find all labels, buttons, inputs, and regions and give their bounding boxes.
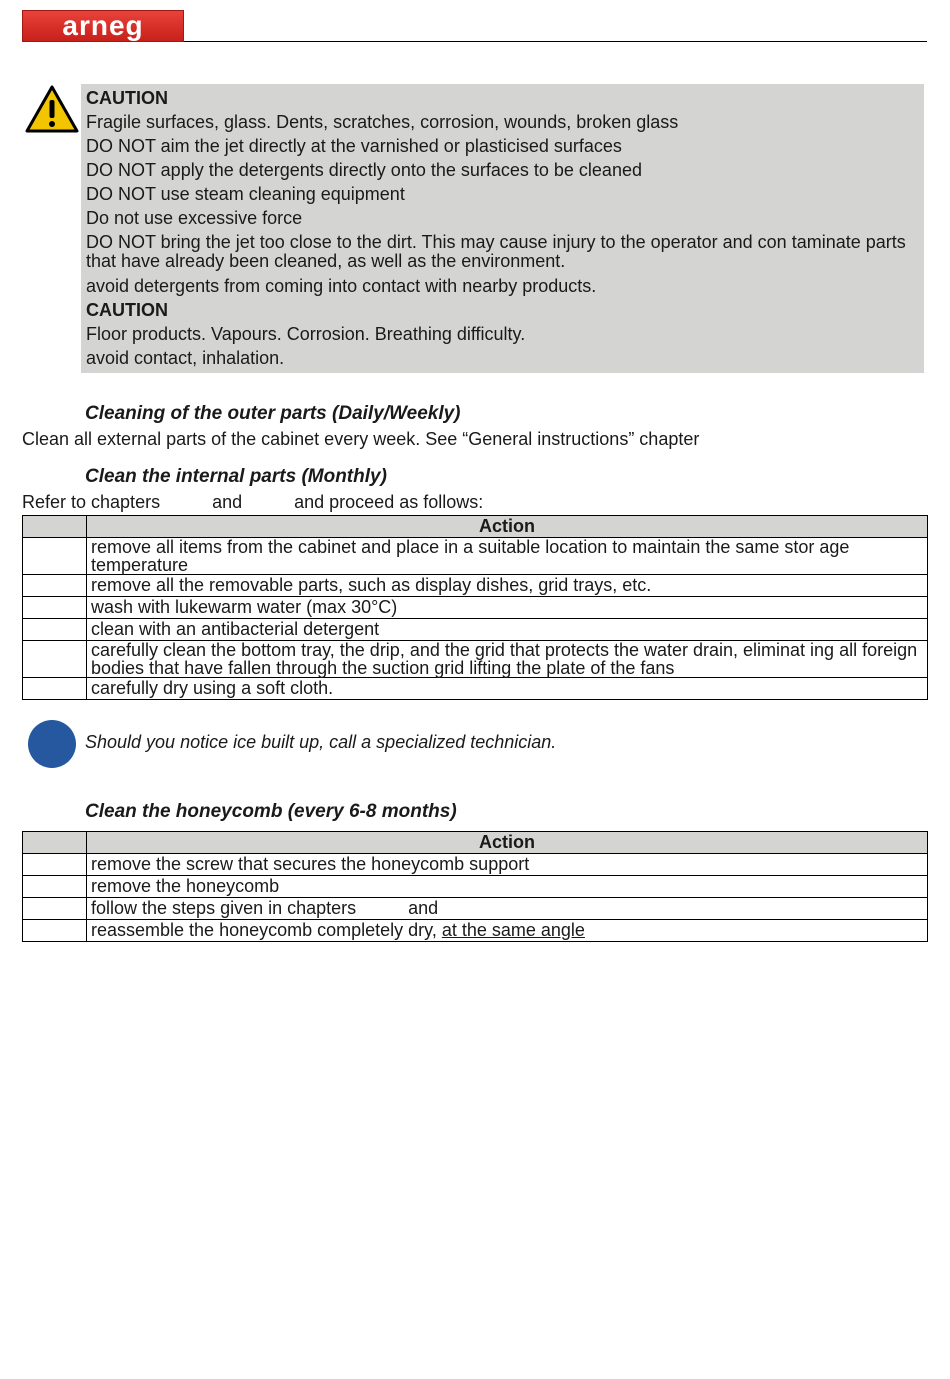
outer-parts-heading: Cleaning of the outer parts (Daily/Weekly) [85, 403, 461, 424]
action-cell [87, 898, 928, 920]
step-cell [23, 854, 87, 876]
table-row [23, 538, 928, 575]
honeycomb-table [22, 831, 928, 942]
step-cell [23, 575, 87, 597]
step-cell [23, 538, 87, 575]
caution-line: Fragile surfaces, glass. Dents, scratches, corrosion, wounds, broken glass [86, 112, 679, 132]
step-cell [23, 898, 87, 920]
table-row [23, 876, 928, 898]
caution-line: Do not use excessive force [86, 208, 303, 228]
table-row [23, 597, 928, 619]
step-cell [23, 597, 87, 619]
table-row [23, 898, 928, 920]
ice-note: Should you notice ice built up, call a specialized technician. [85, 732, 557, 752]
internal-parts-heading: Clean the internal parts (Monthly) [85, 466, 387, 487]
action-column-header: Action [87, 832, 928, 854]
caution-line: avoid detergents from coming into contact with nearby products. [86, 276, 597, 296]
action-cell: remove the screw that secures the honeycomb support [87, 854, 928, 876]
caution-line: DO NOT use steam cleaning equipment [86, 184, 405, 204]
caution-line: DO NOT bring the jet too close to the dirt. This may cause injury to the operator and con taminate parts that have already been cleaned, as well as the environment. [86, 232, 906, 271]
step-cell [23, 641, 87, 678]
action-cell: carefully dry using a soft cloth. [87, 678, 928, 700]
header-rule [184, 41, 927, 42]
caution-line: avoid contact, inhalation. [86, 348, 285, 368]
step-cell [23, 920, 87, 942]
action-column-header: Action [87, 516, 928, 538]
warning-triangle-icon [24, 84, 80, 134]
caution-heading: CAUTION [86, 88, 168, 108]
table-row [23, 920, 928, 942]
caution-heading: CAUTION [86, 300, 168, 320]
info-circle-icon [28, 720, 76, 768]
action-cell: clean with an antibacterial detergent [87, 619, 928, 641]
step-cell [23, 678, 87, 700]
action-cell: remove the honeycomb [87, 876, 928, 898]
action-text: reassemble the honeycomb completely dry, [91, 920, 442, 940]
action-cell [87, 920, 928, 942]
internal-parts-table [22, 515, 928, 700]
step-column-header [23, 516, 87, 538]
action-cell: remove all items from the cabinet and place in a suitable location to maintain the same stor age temperature [87, 538, 928, 575]
intro-part-b: and [212, 492, 243, 512]
table-row [23, 854, 928, 876]
underlined-text: at the same angle [441, 920, 585, 940]
table-row [23, 678, 928, 700]
table-row [23, 575, 928, 597]
action-text: follow the steps given in chapters [91, 898, 357, 918]
action-cell: carefully clean the bottom tray, the drip, and the grid that protects the water drain, eliminat ing all foreign bodies that have fallen through the suction grid lifting the plate of the fans [87, 641, 928, 678]
caution-box [81, 84, 924, 373]
table-row [23, 641, 928, 678]
table-header-row [23, 832, 928, 854]
caution-line: DO NOT apply the detergents directly onto the surfaces to be cleaned [86, 160, 642, 180]
step-column-header [23, 832, 87, 854]
step-cell [23, 619, 87, 641]
action-cell: wash with lukewarm water (max 30°C) [87, 597, 928, 619]
internal-parts-intro [22, 492, 483, 513]
intro-part-a: Refer to chapters [22, 492, 161, 512]
action-cell: remove all the removable parts, such as display dishes, grid trays, etc. [87, 575, 928, 597]
action-text: and [408, 898, 439, 918]
intro-part-c: and proceed as follows: [294, 492, 484, 512]
caution-line: DO NOT aim the jet directly at the varnished or plasticised surfaces [86, 136, 622, 156]
arneg-logo: arneg [22, 10, 184, 42]
outer-parts-text: Clean all external parts of the cabinet every week. See “General instructions” chapter [22, 429, 700, 449]
caution-line: Floor products. Vapours. Corrosion. Breathing difficulty. [86, 324, 526, 344]
step-cell [23, 876, 87, 898]
table-row [23, 619, 928, 641]
table-header-row [23, 516, 928, 538]
honeycomb-heading: Clean the honeycomb (every 6-8 months) [85, 801, 457, 822]
